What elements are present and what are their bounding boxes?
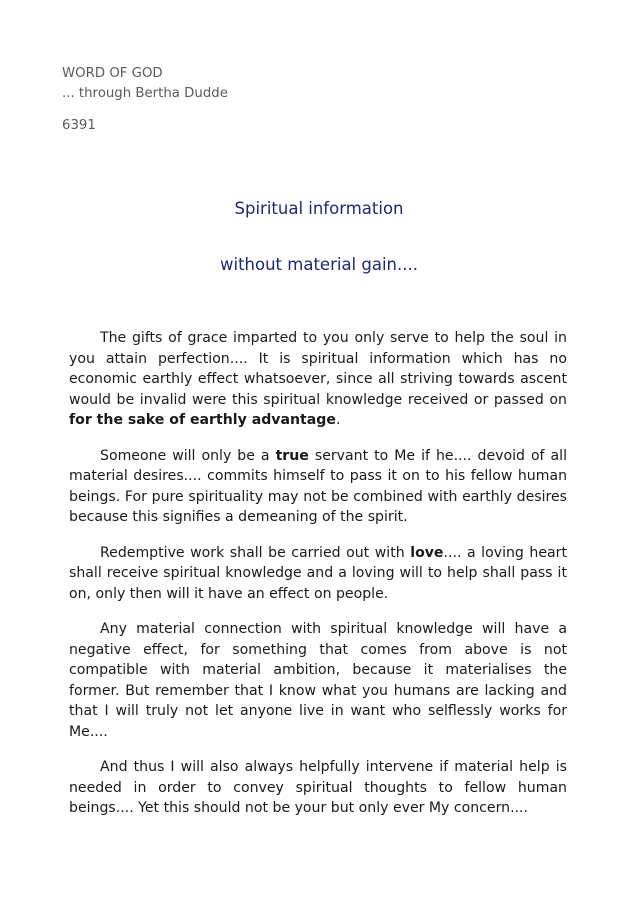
- source-author: ... through Bertha Dudde: [62, 86, 228, 101]
- page-title: Spiritual information: [234, 199, 404, 218]
- paragraph: [69, 543, 567, 605]
- paragraph-text: servant to Me if he.... devoid of all material desires.... commits himself to pass it on to his fellow human beings. For pure spirituality may not be combined with earthly desires because this signifies a demeaning of the spirit.: [69, 447, 567, 525]
- document-body: [69, 328, 567, 834]
- paragraph: [69, 757, 567, 819]
- emphasis-text: true: [275, 447, 309, 464]
- paragraph: [69, 328, 567, 431]
- document-header: [62, 64, 228, 136]
- document-number: 6391: [62, 118, 96, 133]
- paragraph-text: The gifts of grace imparted to you only serve to help the soul in you attain perfection.... It is spiritual information which has no economic earthly effect whatsoever, since all striving towards ascent would be invalid were this spiritual knowledge received or passed on: [69, 330, 567, 408]
- emphasis-text: love: [410, 544, 444, 561]
- paragraph-text: Someone will only be a: [100, 447, 276, 464]
- paragraph-text: Redemptive work shall be carried out with: [100, 544, 411, 561]
- paragraph: [69, 619, 567, 742]
- paragraph-text: .: [335, 412, 341, 428]
- source-title: WORD OF GOD: [62, 66, 163, 81]
- page-subtitle: without material gain....: [220, 255, 418, 274]
- paragraph-text: Any material connection with spiritual knowledge will have a negative effect, for something that comes from above is not compatible with material ambition, because it materialises the former. But remember that I know what you humans are lacking and that I will truly not let anyone live in want who selflessly works for Me....: [69, 621, 567, 740]
- paragraph-text: And thus I will also always helpfully intervene if material help is needed in order to convey spiritual thoughts to fellow human beings.... Yet this should not be your but only ever My concern....: [69, 759, 567, 816]
- emphasis-text: for the sake of earthly advantage: [69, 412, 336, 428]
- paragraph: [69, 446, 567, 528]
- paragraph-text: .... a loving heart shall receive spiritual knowledge and a loving will to help shall pass it on, only then will it have an effect on people.: [69, 544, 567, 602]
